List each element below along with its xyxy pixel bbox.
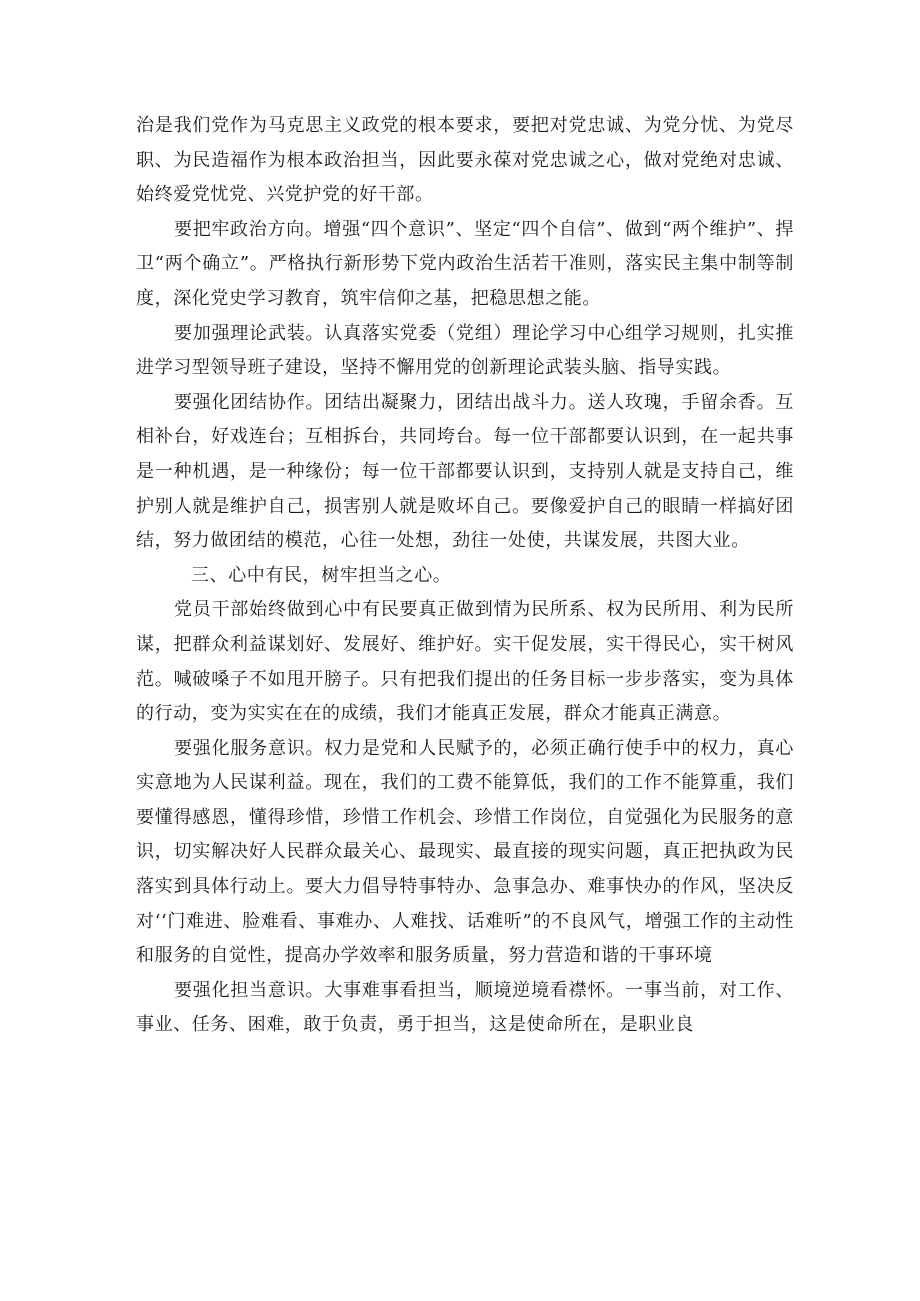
paragraph-people-first: 党员干部始终做到心中有民要真正做到情为民所系、权为民所用、利为民所谋，把群众利益谋划好、发展好、维护好。实干促发展，实干得民心，实干树风范。喊破嗓子不如甩开膀子。只有把我们提出的任务目标一步步落实，变为具体的行动，变为实实在在的成绩，我们才能真正发展，群众才能真正满意。 <box>136 599 794 725</box>
document-body <box>136 109 794 1043</box>
paragraph-theory-study: 要加强理论武装。认真落实党委（党组）理论学习中心组学习规则，扎实推进学习型领导班子建设，坚持不懈用党的创新理论武装头脑、指导实践。 <box>136 322 794 379</box>
paragraph-service: 要强化服务意识。权力是党和人民赋予的，必须正确行使手中的权力，真心实意地为人民谋利益。现在，我们的工费不能算低，我们的工作不能算重，我们要懂得感恩，懂得珍惜，珍惜工作机会、珍惜工作岗位，自觉强化为民服务的意识，切实解决好人民群众最关心、最现实、最直接的现实问题，真正把执政为民落实到具体行动上。要大力倡导特事特办、急事急办、难事快办的作风，坚决反对‘‘门难进、脸难看、事难办、人难找、话难听”的不良风气，增强工作的主动性和服务的自觉性，提高办学效率和服务质量，努力营造和谐的干事环境 <box>136 737 794 967</box>
paragraph-political-direction: 要把牢政治方向。增强“四个意识”、坚定“四个自信”、做到“两个维护”、捍卫“两个确立”。严格执行新形势下党内政治生活若干准则，落实民主集中制等制度，深化党史学习教育，筑牢信仰之基，把稳思想之能。 <box>136 218 794 309</box>
section-heading: 三、心中有民，树牢担当之心。 <box>191 564 452 586</box>
paragraph-continuation: 治是我们党作为马克思主义政党的根本要求，要把对党忠诚、为党分忧、为党尽职、为民造福作为根本政治担当，因此要永葆对党忠诚之心，做对党绝对忠诚、始终爱党忧党、兴党护党的好干部。 <box>136 115 794 206</box>
paragraph-unity: 要强化团结协作。团结出凝聚力，团结出战斗力。送人玫瑰，手留余香。互相补台，好戏连台；互相拆台，共同垮台。每一位干部都要认识到，在一起共事是一种机遇，是一种缘份；每一位干部都要认识到，支持别人就是支持自己，维护别人就是维护自己，损害别人就是败坏自己。要像爱护自己的眼睛一样搞好团结，努力做团结的模范，心往一处想，劲往一处使，共谋发展，共图大业。 <box>136 391 794 552</box>
paragraph-responsibility: 要强化担当意识。大事难事看担当，顺境逆境看襟怀。一事当前，对工作、事业、任务、困难，敢于负责，勇于担当，这是使命所在，是职业良 <box>136 979 794 1036</box>
